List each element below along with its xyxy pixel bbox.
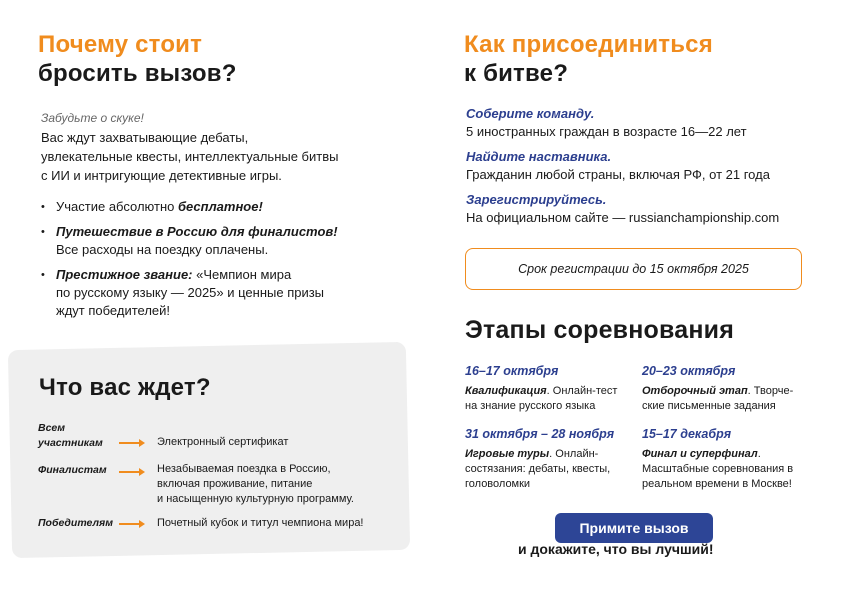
stage-desc: головоломки [465,478,531,490]
accept-challenge-button[interactable]: Примите вызов [555,513,713,543]
bullet-rest: «Чемпион мира [192,267,292,282]
stages-title: Этапы соревнования [465,316,735,344]
list-item [40,266,410,320]
benefits-list [40,198,410,327]
stage-desc: . [757,448,761,460]
stage-desc: . Онлайн-тест [546,385,618,397]
stage-date: 31 октября – 28 ноября [465,427,615,441]
row-label: Финалистам [38,464,107,476]
step-desc: На официальном сайте — russianchampionship.com [466,210,780,225]
step-desc: Гражданин любой страны, включая РФ, от 21 года [466,167,770,182]
row-label-line: участникам [38,437,103,449]
join-steps [466,105,826,227]
stage-desc: Масштабные соревнования в [642,463,794,475]
intro-line: Вас ждут захватывающие дебаты, [41,130,249,145]
bullet-lead: Участие абсолютно [56,199,178,214]
left-title-line2: бросить вызов? [38,60,237,87]
stage-item [465,363,630,414]
row-text-line: и насыщенную культурную программу. [157,493,354,505]
stage-name: Квалификация [465,385,547,397]
intro-line: увлекательные квесты, интеллектуальные битвы [41,149,339,164]
step-title: Соберите команду. [466,106,595,121]
row-label [38,421,118,451]
stage-date: 15–17 декабря [642,427,732,441]
list-item [40,198,410,216]
stage-item [642,426,807,492]
bullet-emph: Престижное звание: [56,267,193,282]
intro-italic: Забудьте о скуке! [41,111,144,125]
step-title: Найдите наставника. [466,149,612,164]
stage-text [465,384,630,414]
row-label-line: Всем [38,422,66,434]
stage-desc: реальном времени в Москве! [642,478,792,490]
left-title-line1: Почему стоит [38,31,203,58]
stage-text [642,384,807,414]
stage-desc: . Творче- [747,385,794,397]
step-item [466,191,826,227]
right-title-line1: Как присоединиться [464,31,713,58]
step-title: Зарегистрируйтесь. [466,192,607,207]
step-item [466,148,826,184]
arrow-icon [119,442,143,444]
deadline-box: Срок регистрации до 15 октября 2025 [465,248,802,290]
row-text [157,462,397,507]
intro-text [41,128,401,185]
arrow-icon [119,471,143,473]
row-label: Победителям [38,517,113,529]
stage-date: 16–17 октября [465,364,559,378]
stage-item [465,426,630,492]
row-text-line: включая проживание, питание [157,478,313,490]
stage-name: Игровые туры [465,448,550,460]
bullet-rest: ждут победителей! [56,303,171,318]
bullet-emph: бесплатное! [177,199,263,214]
stage-date: 20–23 октября [642,364,736,378]
list-item [40,223,410,259]
bullet-emph: Путешествие в Россию для финалистов! [56,224,338,239]
stage-desc: ские письменные задания [642,400,776,412]
card-title: Что вас ждет? [39,374,211,401]
row-text: Почетный кубок и титул чемпиона мира! [157,517,364,529]
stage-desc: на знание русского языка [465,400,596,412]
stage-item [642,363,807,414]
bullet-rest: по русскому языку — 2025» и ценные призы [56,285,325,300]
stage-text [642,447,807,492]
stage-name: Финал и суперфинал [642,448,758,460]
intro-line: с ИИ и интригующие детективные игры. [41,168,282,183]
row-text-line: Незабываемая поездка в Россию, [157,463,331,475]
row-text: Электронный сертификат [157,436,289,448]
bullet-rest: Все расходы на поездку оплачены. [56,242,269,257]
right-title-line2: к битве? [464,60,569,87]
stage-desc: . Онлайн- [549,448,599,460]
arrow-icon [119,523,143,525]
cta-subtitle: и докажите, что вы лучший! [518,541,714,557]
step-desc: 5 иностранных граждан в возрасте 16—22 лет [466,124,747,139]
stage-text [465,447,630,492]
step-item [466,105,826,141]
stage-desc: состязания: дебаты, квесты, [465,463,611,475]
stage-name: Отборочный этап [642,385,748,397]
